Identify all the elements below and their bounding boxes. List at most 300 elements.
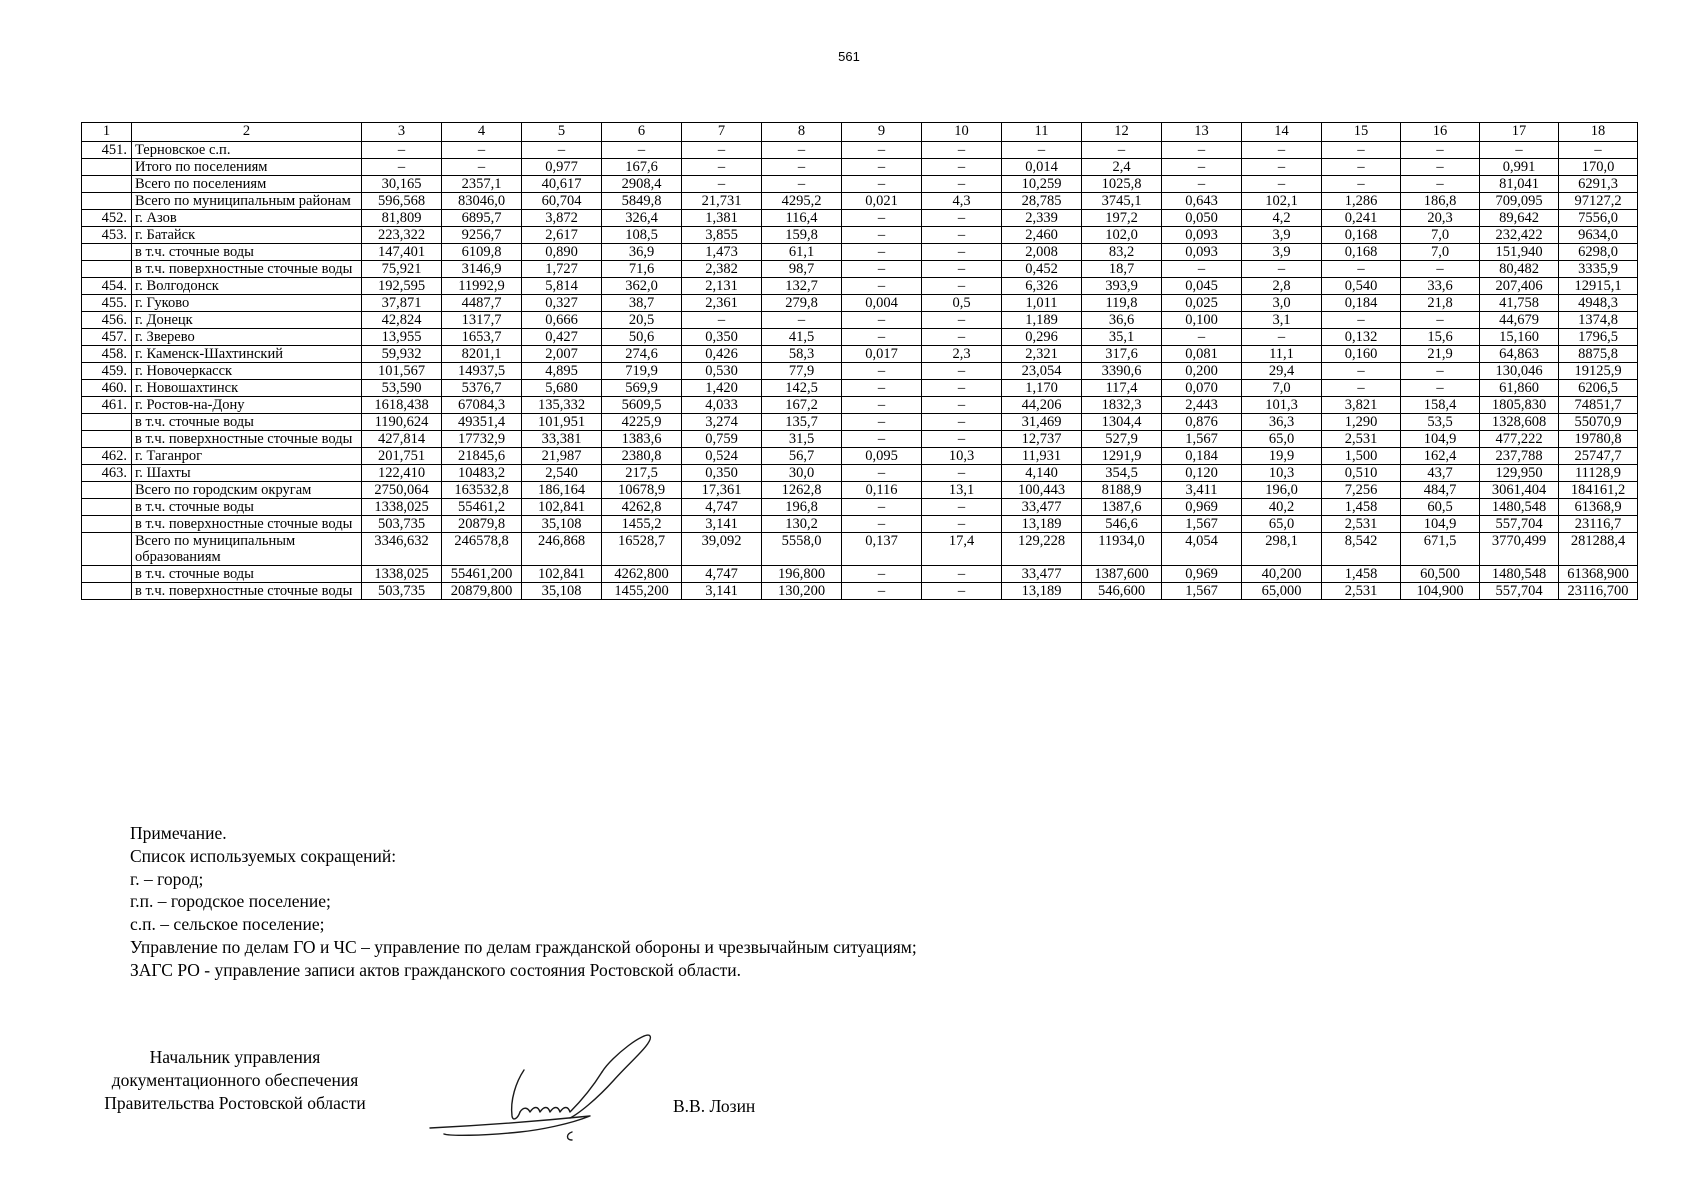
table-row [82, 583, 1638, 600]
table-cell: 9256,7 [442, 227, 522, 244]
table-cell: 97127,2 [1559, 193, 1638, 210]
row-number [82, 244, 132, 261]
table-cell: 0,350 [682, 329, 762, 346]
table-row [82, 210, 1638, 227]
table-cell: 49351,4 [442, 414, 522, 431]
table-cell: 4262,8 [602, 499, 682, 516]
table-cell: 104,9 [1401, 516, 1480, 533]
table-cell: 0,045 [1162, 278, 1242, 295]
table-cell: 0,510 [1322, 465, 1401, 482]
table-cell: 0,666 [522, 312, 602, 329]
table-cell: 0,991 [1480, 159, 1559, 176]
table-cell: 3390,6 [1082, 363, 1162, 380]
column-header: 14 [1242, 123, 1322, 142]
row-number: 452. [82, 210, 132, 227]
table-cell: 0,643 [1162, 193, 1242, 210]
table-cell: 4295,2 [762, 193, 842, 210]
table-cell: 281288,4 [1559, 533, 1638, 566]
table-cell: 10,3 [1242, 465, 1322, 482]
table-cell: – [1162, 329, 1242, 346]
table-cell: 1387,600 [1082, 566, 1162, 583]
table-cell: 393,9 [1082, 278, 1162, 295]
table-cell: 5,814 [522, 278, 602, 295]
table-cell: – [362, 142, 442, 159]
row-name: г. Азов [132, 210, 362, 227]
table-cell: 2,321 [1002, 346, 1082, 363]
note-line: Управление по делам ГО и ЧС – управление по делам гражданской обороны и чрезвычайным ситуациям; [130, 936, 917, 957]
table-cell: – [922, 261, 1002, 278]
table-cell: 162,4 [1401, 448, 1480, 465]
column-header: 4 [442, 123, 522, 142]
row-name: Всего по муниципальным районам [132, 193, 362, 210]
table-cell: 21845,6 [442, 448, 522, 465]
table-cell: 5609,5 [602, 397, 682, 414]
table-row [82, 566, 1638, 583]
table-cell: 11,1 [1242, 346, 1322, 363]
table-cell: 8,542 [1322, 533, 1401, 566]
table-cell: 98,7 [762, 261, 842, 278]
row-name: г. Батайск [132, 227, 362, 244]
table-cell: 15,6 [1401, 329, 1480, 346]
table-cell: – [1322, 159, 1401, 176]
table-cell: 101,567 [362, 363, 442, 380]
table-cell: 101,3 [1242, 397, 1322, 414]
table-row [82, 261, 1638, 278]
table-cell: – [1401, 176, 1480, 193]
table-row [82, 278, 1638, 295]
table-cell: 61368,900 [1559, 566, 1638, 583]
table-cell: 1,567 [1162, 516, 1242, 533]
table-cell: – [1322, 142, 1401, 159]
table-cell: 170,0 [1559, 159, 1638, 176]
table-cell: 4948,3 [1559, 295, 1638, 312]
table-cell: – [922, 397, 1002, 414]
table-cell: 1387,6 [1082, 499, 1162, 516]
table-cell: 11,931 [1002, 448, 1082, 465]
table-cell: 557,704 [1480, 583, 1559, 600]
table-cell: 0,132 [1322, 329, 1401, 346]
table-cell: 671,5 [1401, 533, 1480, 566]
table-cell: – [842, 380, 922, 397]
table-cell: 13,955 [362, 329, 442, 346]
table-row [82, 227, 1638, 244]
table-cell: 1796,5 [1559, 329, 1638, 346]
table-row [82, 465, 1638, 482]
table-cell: – [522, 142, 602, 159]
table-cell: – [842, 499, 922, 516]
table-cell: 1480,548 [1480, 499, 1559, 516]
table-cell: 89,642 [1480, 210, 1559, 227]
table-cell: 2,361 [682, 295, 762, 312]
table-cell: 2,008 [1002, 244, 1082, 261]
table-cell: 1383,6 [602, 431, 682, 448]
table-cell: 354,5 [1082, 465, 1162, 482]
table-cell: 3,0 [1242, 295, 1322, 312]
table-cell: 1455,200 [602, 583, 682, 600]
table-cell: 3770,499 [1480, 533, 1559, 566]
table-cell: 20,3 [1401, 210, 1480, 227]
table-cell: – [1322, 176, 1401, 193]
table-cell: 17,4 [922, 533, 1002, 566]
table-cell: 1,727 [522, 261, 602, 278]
table-cell: 8875,8 [1559, 346, 1638, 363]
table-cell: 11934,0 [1082, 533, 1162, 566]
table-cell: 1,170 [1002, 380, 1082, 397]
table-cell: 1805,830 [1480, 397, 1559, 414]
table-cell: 0,977 [522, 159, 602, 176]
table-cell: 503,735 [362, 583, 442, 600]
note-abbreviations-title: Список используемых сокращений: [130, 845, 397, 866]
table-cell: 14937,5 [442, 363, 522, 380]
row-name: г. Волгодонск [132, 278, 362, 295]
table-cell: 0,160 [1322, 346, 1401, 363]
table-cell: 12,737 [1002, 431, 1082, 448]
table-cell: – [1162, 176, 1242, 193]
table-cell: 196,800 [762, 566, 842, 583]
table-cell: 102,1 [1242, 193, 1322, 210]
table-cell: 129,228 [1002, 533, 1082, 566]
row-number [82, 193, 132, 210]
table-cell: 33,477 [1002, 566, 1082, 583]
table-cell: 5,680 [522, 380, 602, 397]
table-cell: 3146,9 [442, 261, 522, 278]
table-row [82, 533, 1638, 566]
table-cell: 33,477 [1002, 499, 1082, 516]
table-cell: 53,5 [1401, 414, 1480, 431]
table-cell: 167,2 [762, 397, 842, 414]
table-row [82, 142, 1638, 159]
table-cell: 135,7 [762, 414, 842, 431]
table-cell: 65,0 [1242, 516, 1322, 533]
row-number: 456. [82, 312, 132, 329]
row-name: г. Донецк [132, 312, 362, 329]
row-number: 461. [82, 397, 132, 414]
table-cell: 709,095 [1480, 193, 1559, 210]
table-cell: 1,189 [1002, 312, 1082, 329]
table-cell: – [842, 465, 922, 482]
table-cell: – [922, 414, 1002, 431]
note-line: г.п. – городское поселение; [130, 891, 331, 912]
table-cell: 41,758 [1480, 295, 1559, 312]
table-cell: 25747,7 [1559, 448, 1638, 465]
table-cell: 3,872 [522, 210, 602, 227]
table-cell: 201,751 [362, 448, 442, 465]
row-number [82, 159, 132, 176]
table-cell: 1,420 [682, 380, 762, 397]
table-cell: – [682, 159, 762, 176]
table-cell: 11128,9 [1559, 465, 1638, 482]
table-cell: 527,9 [1082, 431, 1162, 448]
row-name: Всего по муниципальным образованиям [132, 533, 362, 566]
table-cell: 33,6 [1401, 278, 1480, 295]
table-cell: 0,168 [1322, 227, 1401, 244]
table-cell: 44,679 [1480, 312, 1559, 329]
table-cell: – [842, 227, 922, 244]
table-cell: 1304,4 [1082, 414, 1162, 431]
table-cell: 0,530 [682, 363, 762, 380]
table-row [82, 499, 1638, 516]
table-cell: 196,0 [1242, 482, 1322, 499]
table-cell: 0,241 [1322, 210, 1401, 227]
table-cell: 4,895 [522, 363, 602, 380]
row-number: 462. [82, 448, 132, 465]
table-cell: 1317,7 [442, 312, 522, 329]
table-cell: 116,4 [762, 210, 842, 227]
table-cell: – [842, 329, 922, 346]
table-cell: – [922, 227, 1002, 244]
table-cell: 477,222 [1480, 431, 1559, 448]
table-cell: 0,890 [522, 244, 602, 261]
table-cell: 17732,9 [442, 431, 522, 448]
table-cell: 167,6 [602, 159, 682, 176]
table-cell: 546,6 [1082, 516, 1162, 533]
table-cell: 13,189 [1002, 516, 1082, 533]
table-cell: 2,617 [522, 227, 602, 244]
table-cell: 31,469 [1002, 414, 1082, 431]
column-header: 17 [1480, 123, 1559, 142]
table-cell: 55070,9 [1559, 414, 1638, 431]
table-cell: 9634,0 [1559, 227, 1638, 244]
note-line: г. – город; [130, 868, 204, 889]
table-cell: 8201,1 [442, 346, 522, 363]
table-cell: 29,4 [1242, 363, 1322, 380]
table-cell: 2,007 [522, 346, 602, 363]
row-number: 451. [82, 142, 132, 159]
row-number: 459. [82, 363, 132, 380]
table-cell: 61368,9 [1559, 499, 1638, 516]
column-header: 6 [602, 123, 682, 142]
table-row [82, 363, 1638, 380]
row-name: в т.ч. сточные воды [132, 499, 362, 516]
table-cell: 40,617 [522, 176, 602, 193]
table-cell: 18,7 [1082, 261, 1162, 278]
table-cell: 4,054 [1162, 533, 1242, 566]
row-number [82, 431, 132, 448]
table-cell: 197,2 [1082, 210, 1162, 227]
column-header: 15 [1322, 123, 1401, 142]
table-cell: 101,951 [522, 414, 602, 431]
table-cell: 4225,9 [602, 414, 682, 431]
table-cell: 147,401 [362, 244, 442, 261]
table-cell: – [922, 210, 1002, 227]
table-cell: – [362, 159, 442, 176]
column-header: 1 [82, 123, 132, 142]
table-cell: 10483,2 [442, 465, 522, 482]
row-name: г. Ростов-на-Дону [132, 397, 362, 414]
table-cell: 1455,2 [602, 516, 682, 533]
table-cell: – [682, 176, 762, 193]
table-cell: – [1401, 261, 1480, 278]
table-cell: 7,0 [1242, 380, 1322, 397]
column-header: 10 [922, 123, 1002, 142]
table-cell: 19125,9 [1559, 363, 1638, 380]
table-cell: – [1322, 363, 1401, 380]
table-cell: 100,443 [1002, 482, 1082, 499]
table-cell: 2,531 [1322, 583, 1401, 600]
table-cell: 2,531 [1322, 516, 1401, 533]
data-table [81, 122, 1638, 600]
table-row [82, 516, 1638, 533]
table-cell: 184161,2 [1559, 482, 1638, 499]
table-cell: 7,0 [1401, 244, 1480, 261]
table-cell: 58,3 [762, 346, 842, 363]
table-row [82, 295, 1638, 312]
table-cell: 223,322 [362, 227, 442, 244]
table-cell: 596,568 [362, 193, 442, 210]
table-cell: – [1322, 312, 1401, 329]
row-name: г. Каменск-Шахтинский [132, 346, 362, 363]
table-cell: 108,5 [602, 227, 682, 244]
table-cell: – [842, 159, 922, 176]
table-cell: – [842, 176, 922, 193]
table-cell: 5376,7 [442, 380, 522, 397]
table-cell: 1,500 [1322, 448, 1401, 465]
row-name: Итого по поселениям [132, 159, 362, 176]
row-name: г. Гуково [132, 295, 362, 312]
table-cell: – [442, 142, 522, 159]
table-cell: 21,8 [1401, 295, 1480, 312]
table-cell: 1832,3 [1082, 397, 1162, 414]
table-cell: 71,6 [602, 261, 682, 278]
table-cell: 0,350 [682, 465, 762, 482]
table-cell: 74851,7 [1559, 397, 1638, 414]
row-number [82, 566, 132, 583]
row-number: 460. [82, 380, 132, 397]
table-cell: 246578,8 [442, 533, 522, 566]
table-cell: 60,704 [522, 193, 602, 210]
table-cell: 0,100 [1162, 312, 1242, 329]
table-cell: 3,9 [1242, 227, 1322, 244]
table-cell: 427,814 [362, 431, 442, 448]
table-cell: 35,108 [522, 516, 602, 533]
table-cell: 2,339 [1002, 210, 1082, 227]
table-cell: 163532,8 [442, 482, 522, 499]
table-cell: 0,050 [1162, 210, 1242, 227]
table-cell: 0,070 [1162, 380, 1242, 397]
table-cell: 484,7 [1401, 482, 1480, 499]
table-cell: 20,5 [602, 312, 682, 329]
table-cell: 10,259 [1002, 176, 1082, 193]
table-cell: 6291,3 [1559, 176, 1638, 193]
table-cell: 4,3 [922, 193, 1002, 210]
table-cell: 3,141 [682, 516, 762, 533]
table-cell: 279,8 [762, 295, 842, 312]
row-number: 458. [82, 346, 132, 363]
table-cell: – [1401, 380, 1480, 397]
table-cell: 192,595 [362, 278, 442, 295]
table-cell: 1618,438 [362, 397, 442, 414]
table-cell: – [922, 278, 1002, 295]
table-cell: 1328,608 [1480, 414, 1559, 431]
column-header: 11 [1002, 123, 1082, 142]
table-cell: 20879,8 [442, 516, 522, 533]
table-cell: – [1242, 329, 1322, 346]
table-cell: – [842, 278, 922, 295]
table-cell: 298,1 [1242, 533, 1322, 566]
table-cell: 1,567 [1162, 583, 1242, 600]
table-cell: 13,1 [922, 482, 1002, 499]
table-cell: 19,9 [1242, 448, 1322, 465]
table-row [82, 346, 1638, 363]
table-cell: 1480,548 [1480, 566, 1559, 583]
table-cell: – [682, 142, 762, 159]
table-cell: 3061,404 [1480, 482, 1559, 499]
table-cell: 44,206 [1002, 397, 1082, 414]
table-cell: 0,184 [1322, 295, 1401, 312]
table-cell: – [922, 244, 1002, 261]
table-cell: 186,164 [522, 482, 602, 499]
table-cell: – [762, 142, 842, 159]
table-cell: 196,8 [762, 499, 842, 516]
row-name: Терновское с.п. [132, 142, 362, 159]
table-cell: 65,0 [1242, 431, 1322, 448]
row-number: 455. [82, 295, 132, 312]
table-cell: 1,381 [682, 210, 762, 227]
table-cell: 59,932 [362, 346, 442, 363]
table-cell: – [1082, 142, 1162, 159]
table-row [82, 159, 1638, 176]
table-row [82, 244, 1638, 261]
table-cell: 30,165 [362, 176, 442, 193]
table-cell: – [762, 176, 842, 193]
table-cell: 0,327 [522, 295, 602, 312]
table-cell: 3,141 [682, 583, 762, 600]
table-cell: 43,7 [1401, 465, 1480, 482]
column-header: 7 [682, 123, 762, 142]
table-cell: 36,3 [1242, 414, 1322, 431]
table-cell: 1653,7 [442, 329, 522, 346]
table-cell: 130,2 [762, 516, 842, 533]
table-cell: 2,443 [1162, 397, 1242, 414]
table-cell: – [1162, 159, 1242, 176]
table-cell: – [1559, 142, 1638, 159]
table-cell: 1025,8 [1082, 176, 1162, 193]
table-cell: 130,046 [1480, 363, 1559, 380]
table-cell: 117,4 [1082, 380, 1162, 397]
table-cell: – [842, 566, 922, 583]
table-cell: 4487,7 [442, 295, 522, 312]
table-cell: 2,460 [1002, 227, 1082, 244]
row-name: в т.ч. поверхностные сточные воды [132, 583, 362, 600]
table-cell: 5849,8 [602, 193, 682, 210]
row-name: Всего по городским округам [132, 482, 362, 499]
table-cell: 0,021 [842, 193, 922, 210]
table-row [82, 380, 1638, 397]
table-cell: – [1242, 142, 1322, 159]
table-cell: 362,0 [602, 278, 682, 295]
table-cell: 237,788 [1480, 448, 1559, 465]
column-header: 13 [1162, 123, 1242, 142]
table-cell: 8188,9 [1082, 482, 1162, 499]
table-cell: – [1401, 312, 1480, 329]
table-cell: 2,382 [682, 261, 762, 278]
table-cell: 232,422 [1480, 227, 1559, 244]
table-cell: 5558,0 [762, 533, 842, 566]
table-row [82, 193, 1638, 210]
table-cell: – [1162, 142, 1242, 159]
table-cell: 0,296 [1002, 329, 1082, 346]
table-cell: – [1480, 142, 1559, 159]
table-cell: – [922, 566, 1002, 583]
table-cell: 1,458 [1322, 499, 1401, 516]
column-header: 16 [1401, 123, 1480, 142]
row-name: в т.ч. сточные воды [132, 414, 362, 431]
row-name: г. Таганрог [132, 448, 362, 465]
table-cell: 151,940 [1480, 244, 1559, 261]
table-cell: 53,590 [362, 380, 442, 397]
table-cell: 0,014 [1002, 159, 1082, 176]
table-cell: 4,747 [682, 499, 762, 516]
